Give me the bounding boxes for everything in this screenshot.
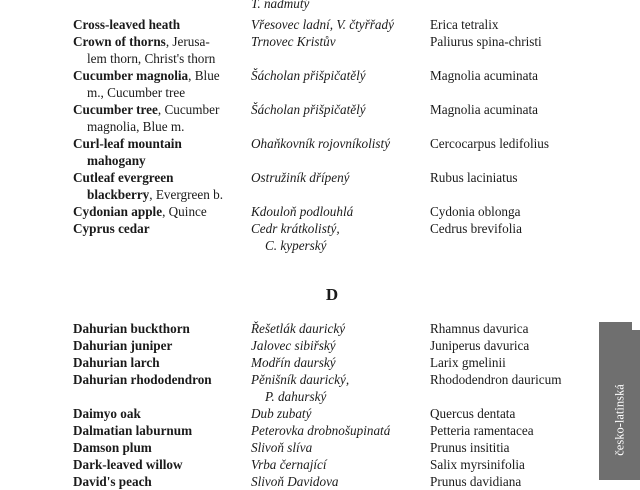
entry-line xyxy=(73,337,249,354)
synonyms: , Quince xyxy=(162,204,207,219)
english-name xyxy=(73,135,249,169)
synonyms: , Cucumber xyxy=(157,102,220,117)
headword: blackberry xyxy=(87,187,150,202)
entry-line: Magnolia acuminata xyxy=(430,102,539,117)
entry-line xyxy=(73,405,249,422)
entry-line xyxy=(73,84,249,101)
english-name xyxy=(73,67,249,101)
entry-line: Jalovec sibiřský xyxy=(251,338,336,353)
entry-line: T. nadmutý xyxy=(251,0,310,11)
entry-line: Ostružiník dřípený xyxy=(251,170,350,185)
english-name xyxy=(73,101,249,135)
headword: Cucumber tree xyxy=(73,102,158,117)
english-name xyxy=(73,16,249,33)
latin-name xyxy=(430,33,630,50)
headword: Cucumber magnolia xyxy=(73,68,189,83)
english-name xyxy=(73,203,249,220)
entry-line: Petteria ramentacea xyxy=(430,423,534,438)
entry-line: Šácholan přišpičatělý xyxy=(251,68,366,83)
english-name xyxy=(73,371,249,388)
headword: Cyprus cedar xyxy=(73,221,150,236)
entry-line xyxy=(73,354,249,371)
entry-line xyxy=(73,186,249,203)
english-name xyxy=(73,473,249,490)
entry-line: Cercocarpus ledifolius xyxy=(430,136,550,151)
english-name xyxy=(73,320,249,337)
czech-name xyxy=(251,371,427,405)
czech-name xyxy=(251,473,427,490)
headword: Dahurian rhododendron xyxy=(73,372,212,387)
headword: Dahurian juniper xyxy=(73,338,173,353)
english-name xyxy=(73,439,249,456)
czech-name xyxy=(251,33,427,50)
czech-name xyxy=(251,0,427,12)
english-name xyxy=(73,220,249,237)
entry-line: C. kyperský xyxy=(265,238,327,253)
entry-line: Rhamnus davurica xyxy=(430,321,529,336)
entry-line xyxy=(73,220,249,237)
headword: Cutleaf evergreen xyxy=(73,170,174,185)
headword: Cross-leaved heath xyxy=(73,17,181,32)
entry-line xyxy=(73,371,249,388)
entry-line: Larix gmelinii xyxy=(430,355,506,370)
czech-name xyxy=(251,337,427,354)
entry-line xyxy=(73,456,249,473)
entry-line: Rubus laciniatus xyxy=(430,170,518,185)
entry-line: Salix myrsinifolia xyxy=(430,457,525,472)
czech-name xyxy=(251,135,427,152)
latin-name xyxy=(430,16,630,33)
headword: Daimyo oak xyxy=(73,406,141,421)
english-name xyxy=(73,337,249,354)
entry-line: Řešetlák daurický xyxy=(251,321,346,336)
english-name xyxy=(73,169,249,203)
czech-name xyxy=(251,101,427,118)
entry-line: Paliurus spina-christi xyxy=(430,34,542,49)
entry-line: Prunus insititia xyxy=(430,440,510,455)
entry-line: Vrba černající xyxy=(251,457,327,472)
headword: Curl-leaf mountain xyxy=(73,136,182,151)
entry-line: Slivoň slíva xyxy=(251,440,313,455)
czech-name xyxy=(251,405,427,422)
latin-name xyxy=(430,169,630,186)
entry-line: Slivoň Davidova xyxy=(251,474,339,489)
latin-name xyxy=(430,101,630,118)
entry-line: Erica tetralix xyxy=(430,17,499,32)
entry-line: Prunus davidiana xyxy=(430,474,522,489)
synonyms: , Evergreen b. xyxy=(149,187,224,202)
entry-line: Peterovka drobnošupinatá xyxy=(251,423,391,438)
entry-line: Magnolia acuminata xyxy=(430,68,539,83)
headword: Dalmatian laburnum xyxy=(73,423,193,438)
czech-name xyxy=(251,354,427,371)
entry-line xyxy=(73,135,249,152)
czech-name xyxy=(251,203,427,220)
entry-line xyxy=(73,422,249,439)
entry-line xyxy=(73,118,249,135)
entry-line xyxy=(73,203,249,220)
english-name xyxy=(73,456,249,473)
headword: Cydonian apple xyxy=(73,204,163,219)
entry-line xyxy=(73,473,249,490)
english-name xyxy=(73,422,249,439)
entry-line: Ohaňkovník rojovníkolistý xyxy=(251,136,391,151)
synonyms: lem thorn, Christ's thorn xyxy=(87,51,216,66)
entry-line xyxy=(73,169,249,186)
section-tab-label: česko-latinská xyxy=(612,384,627,456)
synonyms: , Blue xyxy=(188,68,220,83)
entry-line: Dub zubatý xyxy=(251,406,312,421)
headword: mahogany xyxy=(87,153,146,168)
entry-line: Modřín daurský xyxy=(251,355,336,370)
entry-line: Cedr krátkolistý, xyxy=(251,221,340,236)
entry-line xyxy=(73,67,249,84)
entry-line: Quercus dentata xyxy=(430,406,516,421)
headword: Dahurian larch xyxy=(73,355,160,370)
czech-name xyxy=(251,67,427,84)
entry-line: P. dahurský xyxy=(265,389,327,404)
english-name xyxy=(73,33,249,67)
entry-line: Šácholan přišpičatělý xyxy=(251,102,366,117)
english-name xyxy=(73,354,249,371)
entry-line: Trnovec Kristův xyxy=(251,34,336,49)
headword: Damson plum xyxy=(73,440,152,455)
czech-name xyxy=(251,422,427,439)
entry-line: Cydonia oblonga xyxy=(430,204,521,219)
synonyms: m., Cucumber tree xyxy=(87,85,186,100)
entry-line xyxy=(73,101,249,118)
entry-line: Kdouloň podlouhlá xyxy=(251,204,354,219)
headword: Dahurian buckthorn xyxy=(73,321,190,336)
headword: Dark-leaved willow xyxy=(73,457,183,472)
entry-line xyxy=(73,50,249,67)
czech-name xyxy=(251,320,427,337)
latin-name xyxy=(430,220,630,237)
section-letter: D xyxy=(325,285,339,304)
latin-name xyxy=(430,67,630,84)
headword: David's peach xyxy=(73,474,152,489)
entry-line: Cedrus brevifolia xyxy=(430,221,522,236)
czech-name xyxy=(251,16,427,33)
entry-line xyxy=(73,33,249,50)
czech-name xyxy=(251,220,427,254)
synonyms: magnolia, Blue m. xyxy=(87,119,185,134)
entry-line: Vřesovec ladní, V. čtyřřadý xyxy=(251,17,394,32)
entry-line xyxy=(73,320,249,337)
latin-name xyxy=(430,203,630,220)
latin-name xyxy=(430,135,630,152)
entry-line: Pěnišník daurický, xyxy=(251,372,350,387)
entry-line: Juniperus davurica xyxy=(430,338,530,353)
entry-line xyxy=(73,152,249,169)
synonyms: , Jerusa- xyxy=(165,34,210,49)
entry-line xyxy=(73,439,249,456)
english-name xyxy=(73,405,249,422)
czech-name xyxy=(251,439,427,456)
section-tab-notch xyxy=(632,322,640,330)
czech-name xyxy=(251,169,427,186)
czech-name xyxy=(251,456,427,473)
headword: Crown of thorns xyxy=(73,34,166,49)
entry-line: Rhododendron dauricum xyxy=(430,372,562,387)
entry-line xyxy=(73,16,249,33)
